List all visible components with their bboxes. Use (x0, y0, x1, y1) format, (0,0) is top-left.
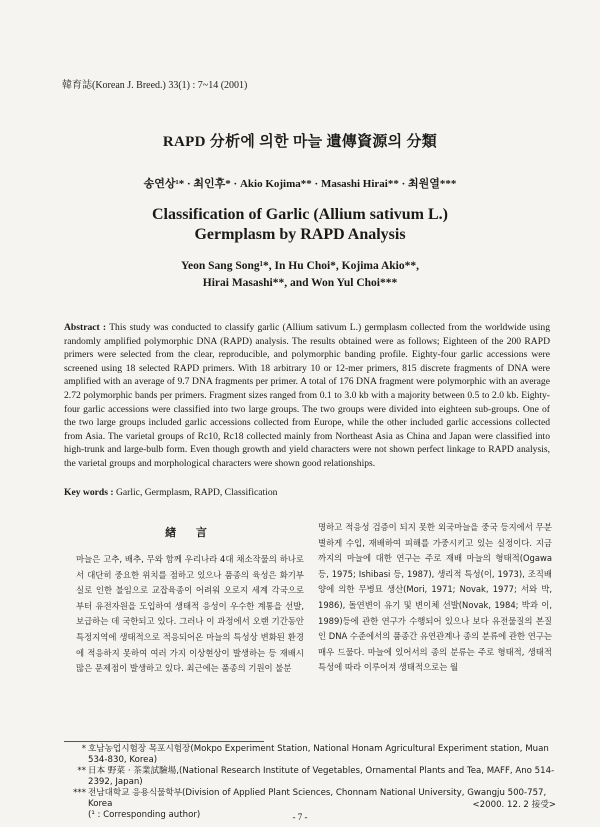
journal-citation: 韓育誌(Korean J. Breed.) 33(1) : 7~14 (2001) (62, 80, 248, 91)
footnote-divider (64, 741, 264, 742)
authors-korean: 송연상¹* · 최인후* · Akio Kojima** · Masashi Hirai** · 최원열*** (143, 178, 457, 190)
title-english (0, 205, 600, 245)
authors-english-line1: Yeon Sang Song¹*, In Hu Choi*, Kojima Akio**, (181, 260, 419, 272)
footnote: *** 전남대학교 응용식물학부(Division of Applied Plant Sciences, Chonnam National University, Gwangju 500-757, Korea (73, 788, 547, 809)
abstract-label: Abstract : (64, 322, 107, 333)
abstract (64, 321, 550, 471)
authors-english (0, 258, 600, 292)
body-column-left: 마늘은 고추, 배추, 무와 함께 우리나라 4대 채소작물의 하나로서 대단히 중요한 위치를 점하고 있으나 품종의 육성은 화기부실로 인한 불임으로 교잡육종이 어려워 오로지 세계 각국으로부터 유전자원을 도입하여 생태적 응성이 우수한 계통을 선발, 보급하는 데 국한되고 있다. 그러나 이 과정에서 오랜 기간동안 특정지역에 생태적으로 적응되어온 마늘의 특성상 변화된 환경에 적응하지 못하여 여러 가지 이상현상이 발생하는 등 재배시 많은 문제점이 발생하고 있다. 최근에는 품종의 기원이 불분 (76, 554, 304, 674)
keywords-label: Key words : (64, 487, 114, 498)
keywords-text: Garlic, Germplasm, RAPD, Classification (115, 487, 278, 498)
footnote: ** 日本 野菜 · 茶業試驗場,(National Research Institute of Vegetables, Ornamental Plants and Tea, MAFF, Ano 514-2392, Japan) (77, 766, 555, 787)
received-date: <2000. 12. 2 接受> (472, 800, 556, 810)
body-column-right: 명하고 적응성 검증이 되지 못한 외국마늘을 중국 등지에서 무분별하게 수입, 재배하여 피해를 가중시키고 있는 실정이다. 지금까지의 마늘에 대한 연구는 주로 재배 마늘의 형태적(Ogawa 등, 1975; Ishibasi 등, 1987), 생리적 특성(이, 1973), 조직배양에 의한 무병묘 생산(Mori, 1971; Novak, 1977; 서와 박, 1986), 돌연변이 유기 및 변이체 선발(Novak, 1984; 박과 이, 1989)등에 관한 연구가 수행되어 있으나 보다 유전물질의 본질인 DNA 수준에서의 품종간 유연관계나 종의 분류에 관한 연구는 매우 드물다. 마늘에 있어서의 종의 분류는 주로 형태적, 생태적 특성에 따라 이루어져 생태적으로는 월 (318, 522, 552, 673)
keywords (64, 487, 277, 498)
footnote: * 호남농업시험장 목포시험장(Mokpo Experiment Station, National Honam Agricultural Experiment station, Muan 534-830, Korea) (81, 744, 549, 765)
title-english-line1: Classification of Garlic (Allium sativum L.) (152, 206, 448, 223)
page-number: - 7 - (292, 812, 308, 822)
title-korean: RAPD 分析에 의한 마늘 遺傳資源의 分類 (162, 134, 438, 150)
title-english-line2: Germplasm by RAPD Analysis (194, 226, 406, 243)
footnote: (¹ : Corresponding author) (88, 810, 201, 820)
section-heading-introduction: 緖 言 (165, 526, 215, 539)
abstract-text: This study was conducted to classify garlic (Allium sativum L.) germplasm collected from the worldwide using randomly amplified polymorphic DNA (RAPD) analysis. The results obtained were as follows; Eighteen of the 200 RAPD primers were selected from the clear, reproducible, and polymorphic banding profile. Eighty-four garlic accessions were screened using 18 selected RAPD primers. With 18 arbitrary 10 or 12-mer primers, 815 discrete fragments of DNA were amplified with an average of 9.7 DNA fragments per primer. A total of 176 DNA fragment were polymorphic with an average 2.72 polymorphic bands per primers. Fragment sizes ranged from 0.1 to 3.0 kb with a majority between 0.5 to 2.0 kb. Eighty-four garlic accessions were classified into two large groups. The two groups were divided into eighteen sub-groups. One of the two large groups included garlic accessions collected from Europe, while the other included garlic accessions collected from Asia. The varietal groups of Rc10, Rc18 collected mainly from Northeast Asia as China and Japan were classified into high-trunk and large-bulb form. Even though growth and yield characters were not shown perfect linkage to RAPD analysis, the varietal groups and morphological characters were shown good relationships. (64, 322, 550, 469)
authors-english-line2: Hirai Masashi**, and Won Yul Choi*** (202, 277, 398, 289)
